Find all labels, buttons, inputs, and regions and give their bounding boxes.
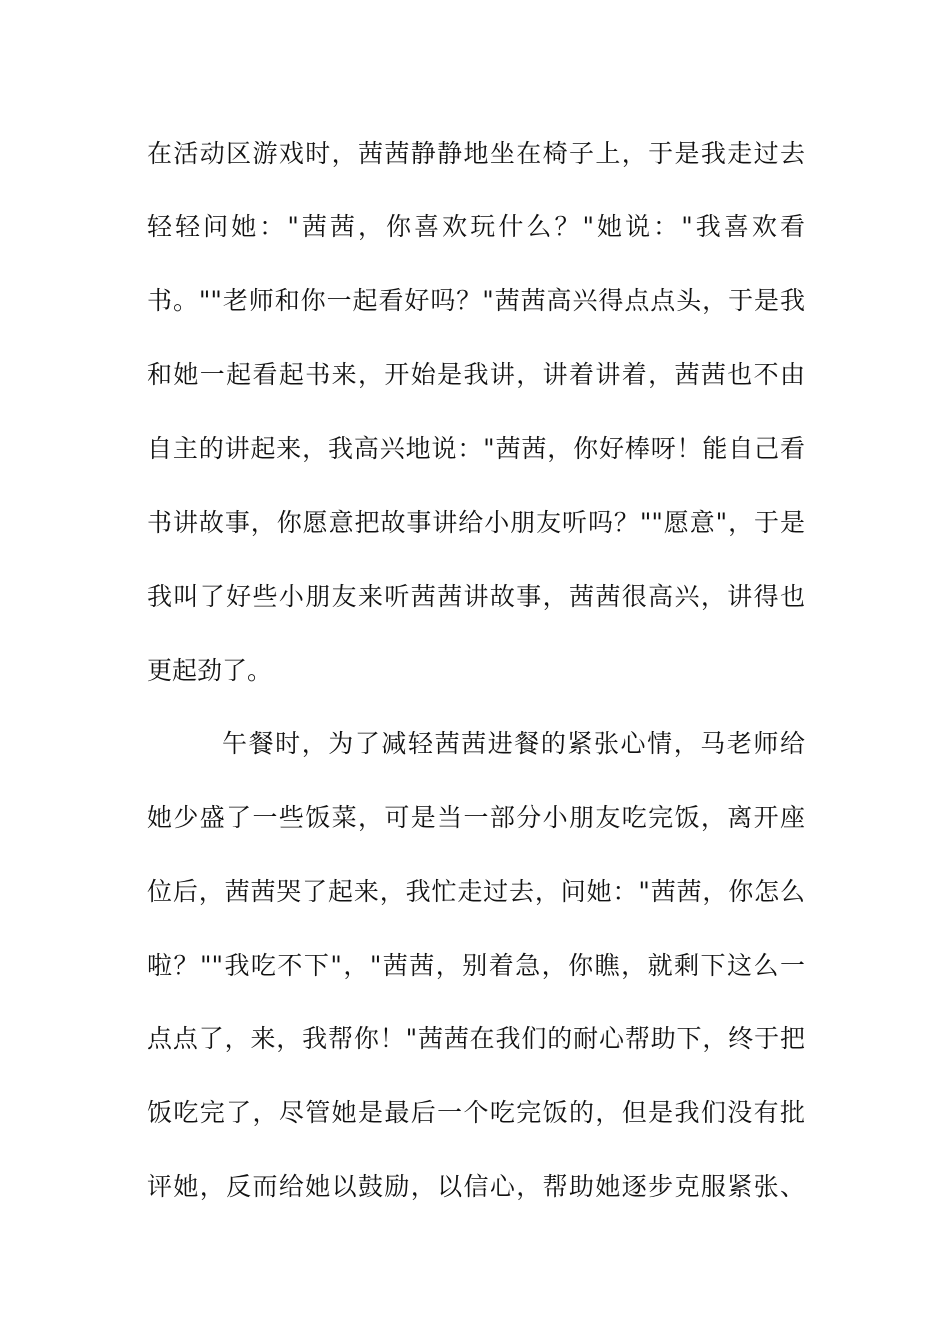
text-line-4: 和她一起看起书来，开始是我讲，讲着讲着，茜茜也不由: [147, 360, 805, 389]
text-line-2: 轻轻问她："茜茜，你喜欢玩什么？"她说："我喜欢看: [147, 212, 805, 241]
text-line-7: 我叫了好些小朋友来听茜茜讲故事，茜茜很高兴，讲得也: [147, 582, 805, 611]
text-line-10: 她少盛了一些饭菜，可是当一部分小朋友吃完饭，离开座: [147, 803, 805, 832]
text-line-6: 书讲故事，你愿意把故事讲给小朋友听吗？""愿意"，于是: [147, 508, 805, 537]
text-line-8: 更起劲了。: [147, 656, 273, 685]
text-line-13: 点点了，来，我帮你！"茜茜在我们的耐心帮助下，终于把: [147, 1024, 805, 1053]
text-line-12: 啦？""我吃不下"，"茜茜，别着急，你瞧，就剩下这么一: [147, 951, 805, 980]
text-line-11: 位后，茜茜哭了起来，我忙走过去，问她："茜茜，你怎么: [147, 877, 805, 906]
text-line-3: 书。""老师和你一起看好吗？"茜茜高兴得点点头，于是我: [147, 286, 805, 315]
text-line-14: 饭吃完了，尽管她是最后一个吃完饭的，但是我们没有批: [147, 1098, 805, 1127]
text-line-5: 自主的讲起来，我高兴地说："茜茜，你好棒呀！能自己看: [147, 434, 805, 463]
text-line-9: 午餐时，为了减轻茜茜进餐的紧张心情，马老师给: [222, 729, 805, 758]
text-line-1: 在活动区游戏时，茜茜静静地坐在椅子上，于是我走过去: [147, 139, 805, 168]
text-line-15: 评她，反而给她以鼓励，以信心，帮助她逐步克服紧张、: [147, 1172, 805, 1201]
